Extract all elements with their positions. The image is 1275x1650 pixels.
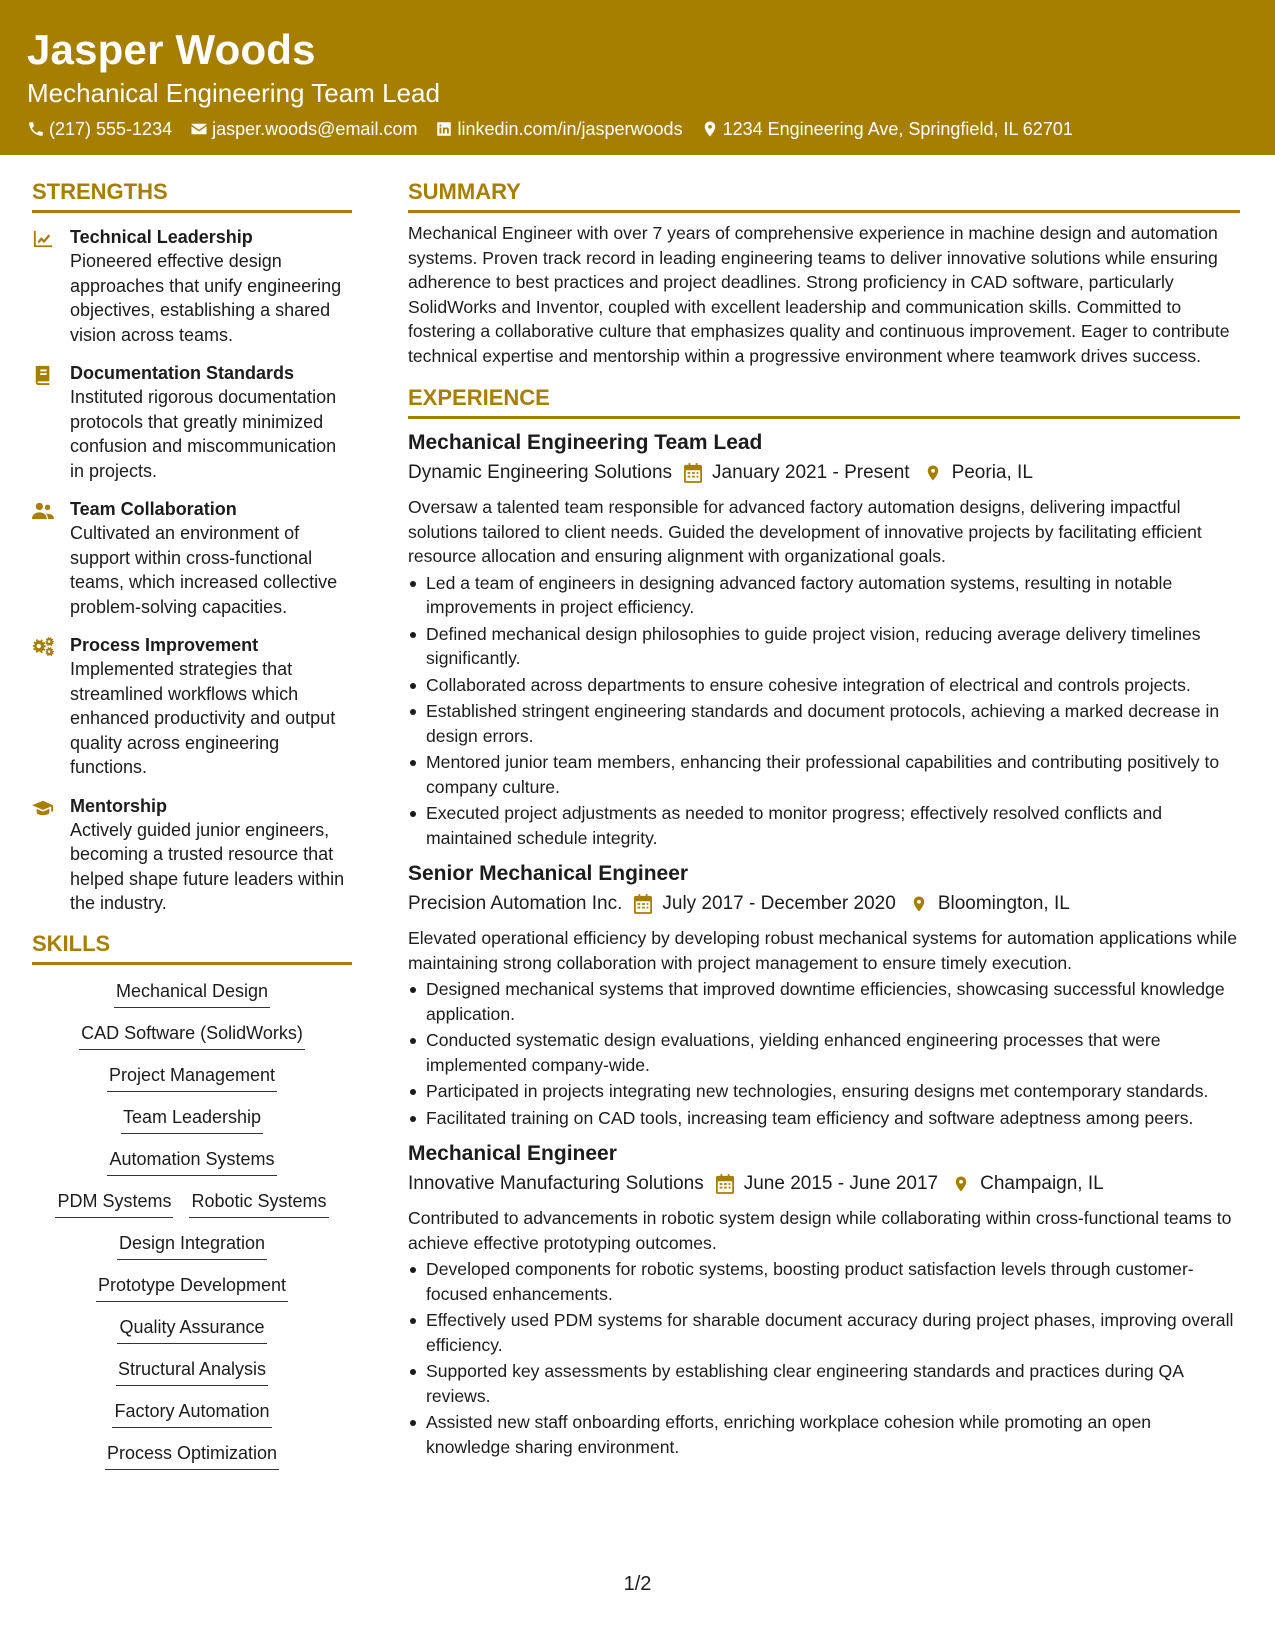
job-bullet: Developed components for robotic systems, boosting product satisfaction levels through customer-focused enhancements. bbox=[408, 1257, 1240, 1306]
envelope-icon bbox=[190, 120, 208, 138]
contact-linkedin[interactable] bbox=[435, 117, 682, 141]
resume-header bbox=[0, 0, 1275, 155]
strength-desc: Pioneered effective design approaches that unify engineering objectives, establishing a shared vision across teams. bbox=[70, 251, 342, 345]
phone-text: (217) 555-1234 bbox=[49, 119, 173, 139]
contact-phone bbox=[27, 117, 172, 141]
map-marker-icon bbox=[701, 120, 719, 138]
skill-tag: Prototype Development bbox=[96, 1273, 288, 1302]
job-company: Precision Automation Inc. bbox=[408, 893, 623, 914]
experience-heading: EXPERIENCE bbox=[408, 384, 1240, 419]
job-bullets bbox=[408, 1257, 1240, 1459]
job-bullet: Supported key assessments by establishing clear engineering standards and practices during QA reviews. bbox=[408, 1359, 1240, 1408]
strength-item bbox=[32, 225, 352, 347]
strength-desc: Implemented strategies that streamlined workflows which enhanced productivity and output quality across engineering functions. bbox=[70, 659, 336, 777]
job-location: Bloomington, IL bbox=[937, 893, 1070, 914]
job-meta bbox=[408, 459, 1240, 487]
strength-title: Technical Leadership bbox=[70, 227, 253, 247]
skill-tag: Team Leadership bbox=[121, 1105, 263, 1134]
strength-item bbox=[32, 361, 352, 483]
job-bullet: Facilitated training on CAD tools, increasing team efficiency and software adeptness among peers. bbox=[408, 1106, 1240, 1131]
job-dates: July 2017 - December 2020 bbox=[662, 893, 896, 914]
job-description: Oversaw a talented team responsible for advanced factory automation designs, delivering impactful solutions tailored to client needs. Guided the development of innovative projects by facilitating efficient resource allocation and ensuring alignment with organizational goals. bbox=[408, 497, 1202, 566]
book-icon bbox=[32, 365, 54, 385]
job-bullet: Assisted new staff onboarding efforts, enriching workplace cohesion while promoting an open knowledge sharing environment. bbox=[408, 1410, 1240, 1459]
job-entry bbox=[408, 860, 1240, 1130]
phone-icon bbox=[27, 120, 45, 138]
calendar-icon bbox=[634, 894, 652, 914]
address-text: 1234 Engineering Ave, Springfield, IL 62701 bbox=[722, 119, 1073, 139]
job-entry bbox=[408, 429, 1240, 850]
candidate-name: Jasper Woods bbox=[27, 26, 316, 73]
skills-heading: SKILLS bbox=[32, 930, 352, 965]
map-marker-icon bbox=[952, 1174, 970, 1194]
job-company: Innovative Manufacturing Solutions bbox=[408, 1173, 704, 1194]
linkedin-text: linkedin.com/in/jasperwoods bbox=[457, 119, 683, 139]
summary-heading: SUMMARY bbox=[408, 178, 1240, 213]
job-description: Contributed to advancements in robotic system design while collaborating within cross-functional teams to achieve effective prototyping outcomes. bbox=[408, 1208, 1232, 1253]
skills-list bbox=[32, 979, 352, 1483]
job-bullet: Executed project adjustments as needed to monitor progress; effectively resolved conflicts and maintained schedule integrity. bbox=[408, 801, 1240, 850]
chart-line-icon bbox=[32, 229, 54, 249]
contact-email[interactable] bbox=[190, 117, 417, 141]
strengths-heading: STRENGTHS bbox=[32, 178, 352, 213]
job-dates: June 2015 - June 2017 bbox=[743, 1173, 939, 1194]
contact-address bbox=[701, 117, 1073, 141]
strength-desc: Instituted rigorous documentation protocols that greatly minimized confusion and miscommunication in projects. bbox=[70, 387, 337, 481]
strength-desc: Actively guided junior engineers, becoming a trusted resource that helped shape future leaders within the industry. bbox=[70, 819, 345, 913]
skill-tag: CAD Software (SolidWorks) bbox=[79, 1021, 305, 1050]
job-entry bbox=[408, 1140, 1240, 1459]
skill-tag: Project Management bbox=[107, 1063, 277, 1092]
job-bullets bbox=[408, 571, 1240, 851]
skill-tag: PDM Systems bbox=[55, 1189, 173, 1218]
skill-tag: Robotic Systems bbox=[189, 1189, 328, 1218]
strength-item bbox=[32, 794, 352, 916]
skill-tag: Mechanical Design bbox=[114, 979, 270, 1008]
map-marker-icon bbox=[910, 894, 928, 914]
skill-tag: Automation Systems bbox=[107, 1147, 276, 1176]
graduation-cap-icon bbox=[32, 798, 54, 818]
job-bullet: Led a team of engineers in designing advanced factory automation systems, resulting in notable improvements in project efficiency. bbox=[408, 571, 1240, 620]
calendar-icon bbox=[716, 1174, 734, 1194]
skill-tag: Process Optimization bbox=[105, 1441, 279, 1470]
job-bullet: Effectively used PDM systems for sharable document accuracy during project phases, improving overall efficiency. bbox=[408, 1308, 1240, 1357]
job-bullet: Collaborated across departments to ensure cohesive integration of electrical and controls projects. bbox=[408, 673, 1240, 698]
strength-title: Documentation Standards bbox=[70, 363, 295, 383]
skill-tag: Design Integration bbox=[117, 1231, 267, 1260]
skill-tag: Factory Automation bbox=[112, 1399, 271, 1428]
strength-item bbox=[32, 633, 352, 780]
job-bullet: Conducted systematic design evaluations, yielding enhanced engineering processes that were implemented company-wide. bbox=[408, 1028, 1240, 1077]
job-meta bbox=[408, 1170, 1240, 1198]
job-location: Champaign, IL bbox=[980, 1173, 1104, 1194]
strength-desc: Cultivated an environment of support within cross-functional teams, which increased collective problem-solving capacities. bbox=[70, 523, 338, 617]
map-marker-icon bbox=[924, 463, 942, 483]
strength-title: Process Improvement bbox=[70, 635, 259, 655]
strength-title: Mentorship bbox=[70, 795, 167, 816]
users-icon bbox=[32, 501, 54, 521]
contact-bar bbox=[27, 117, 1248, 141]
job-meta bbox=[408, 890, 1240, 918]
strengths-list bbox=[32, 225, 352, 916]
linkedin-icon bbox=[435, 120, 453, 138]
strength-title: Team Collaboration bbox=[70, 499, 237, 519]
job-title: Mechanical Engineering Team Lead bbox=[408, 431, 763, 454]
job-bullet: Mentored junior team members, enhancing their professional capabilities and contributing positively to company culture. bbox=[408, 750, 1240, 799]
email-text: jasper.woods@email.com bbox=[212, 119, 418, 139]
candidate-title: Mechanical Engineering Team Lead bbox=[27, 78, 440, 108]
job-title: Mechanical Engineer bbox=[408, 1142, 617, 1165]
strength-item bbox=[32, 497, 352, 619]
right-column bbox=[408, 178, 1240, 1461]
job-location: Peoria, IL bbox=[951, 462, 1033, 483]
summary-text: Mechanical Engineer with over 7 years of comprehensive experience in machine design and automation systems. Proven track record in leading engineering teams to deliver innovative solutions while ensuring adherence to best practices and project deadlines. Strong proficiency in CAD software, particularly SolidWorks and Inventor, coupled with excellent leadership and communication skills. Committed to fostering a collaborative culture that emphasizes quality and continuous improvement. Eager to contribute technical expertise and mentorship within a progressive environment where teamwork drives success. bbox=[408, 223, 1230, 366]
job-bullets bbox=[408, 977, 1240, 1130]
job-bullet: Participated in projects integrating new technologies, ensuring designs met contemporary standards. bbox=[408, 1079, 1240, 1104]
left-column bbox=[32, 178, 352, 1483]
job-bullet: Defined mechanical design philosophies to guide project vision, reducing average delivery timelines significantly. bbox=[408, 622, 1240, 671]
job-dates: January 2021 - Present bbox=[712, 462, 910, 483]
job-description: Elevated operational efficiency by developing robust mechanical systems for automation applications while maintaining strong collaboration with project management to ensure timely execution. bbox=[408, 928, 1238, 973]
calendar-icon bbox=[684, 463, 702, 483]
job-bullet: Designed mechanical systems that improved downtime efficiencies, showcasing successful knowledge application. bbox=[408, 977, 1240, 1026]
skill-tag: Structural Analysis bbox=[116, 1357, 268, 1386]
job-bullet: Established stringent engineering standards and document protocols, achieving a marked decrease in design errors. bbox=[408, 699, 1240, 748]
skill-tag: Quality Assurance bbox=[117, 1315, 266, 1344]
job-company: Dynamic Engineering Solutions bbox=[408, 462, 673, 483]
page-number: 1/2 bbox=[623, 1573, 652, 1595]
job-title: Senior Mechanical Engineer bbox=[408, 862, 689, 885]
gears-icon bbox=[32, 637, 54, 657]
